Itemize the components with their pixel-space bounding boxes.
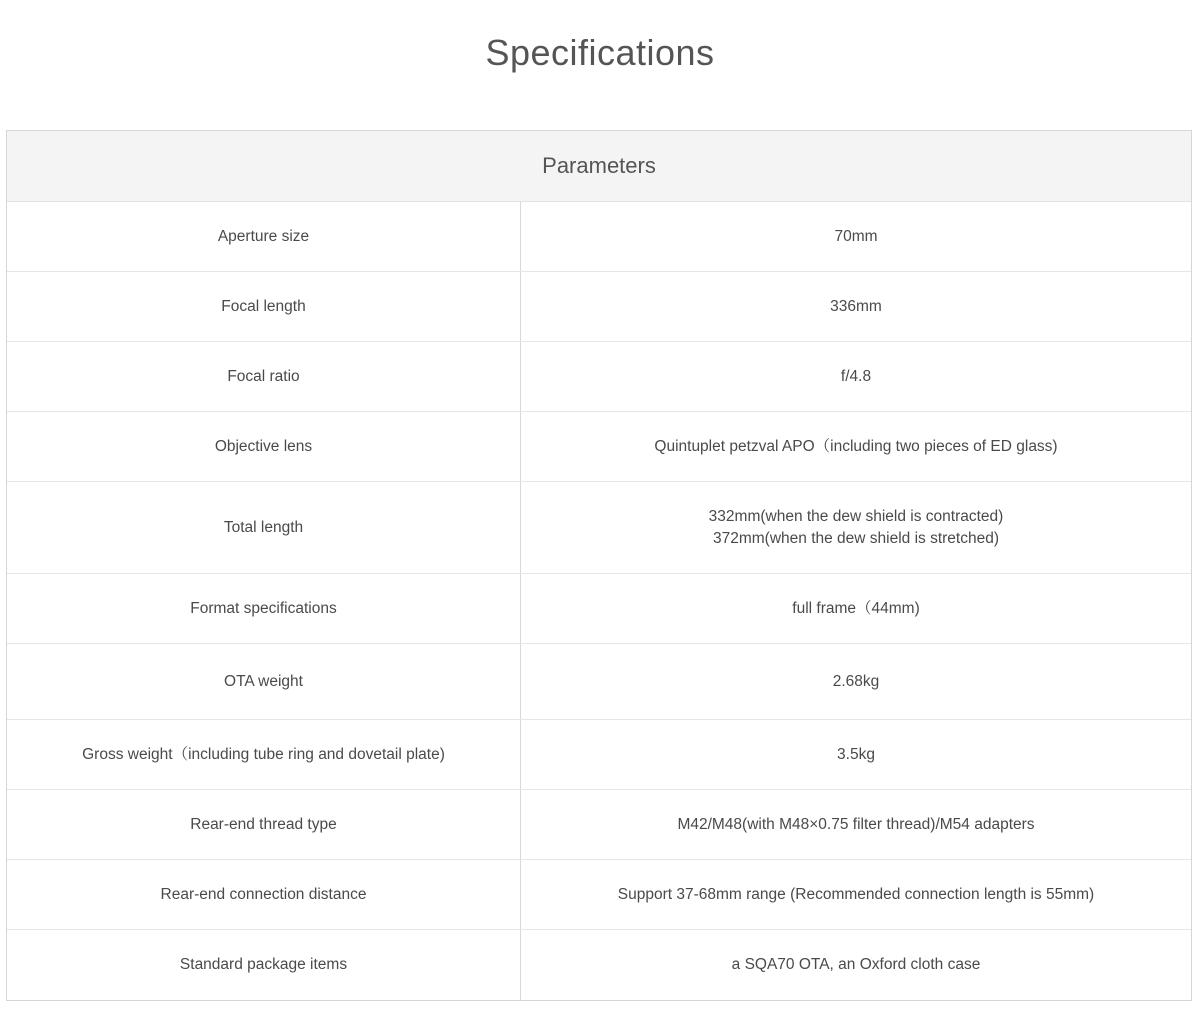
row-value [521,412,1191,481]
table-row [7,574,1191,644]
table-row [7,202,1191,272]
row-label: Gross weight（including tube ring and dovetail plate) [7,720,521,789]
row-value-text: Support 37-68mm range (Recommended connection length is 55mm) [617,885,1095,903]
table-row [7,790,1191,860]
row-value-text: Quintuplet petzval APO（including two pieces of ED glass) [654,437,1058,455]
table-row [7,272,1191,342]
table-row [7,720,1191,790]
row-value-text: full frame（44mm) [792,599,920,617]
row-value [521,720,1191,789]
row-value-text: 2.68kg [832,672,880,690]
row-value [521,860,1191,929]
row-value [521,790,1191,859]
page-title: Specifications [485,32,715,73]
row-label: Focal length [7,272,521,341]
row-value-text: f/4.8 [840,367,872,385]
row-value-text: 70mm [834,227,878,245]
row-value-text: a SQA70 OTA, an Oxford cloth case [731,956,981,973]
row-label: Focal ratio [7,342,521,411]
row-value [521,930,1191,1000]
table-header: Parameters [7,131,1191,202]
table-row [7,930,1191,1000]
row-value [521,644,1191,719]
row-value [521,342,1191,411]
row-value [521,202,1191,271]
table-row [7,860,1191,930]
row-label: Total length [7,482,521,573]
row-value [521,272,1191,341]
row-value-text: 3.5kg [837,745,875,763]
row-label: Rear-end connection distance [7,860,521,929]
table-row [7,412,1191,482]
row-label: Format specifications [7,574,521,643]
row-value-text: M42/M48(with M48×0.75 filter thread)/M54 adapters [677,815,1035,833]
row-value-text: 336mm [830,297,882,315]
table-row [7,644,1191,720]
row-label: Objective lens [7,412,521,481]
row-value-text: 332mm(when the dew shield is contracted) [708,507,1004,525]
row-value-text-secondary: 372mm(when the dew shield is stretched) [712,529,1000,547]
row-label: Rear-end thread type [7,790,521,859]
row-value [521,482,1191,573]
row-label: Standard package items [7,930,521,1000]
row-value [521,574,1191,643]
row-label: Aperture size [7,202,521,271]
specifications-table [6,130,1192,1001]
table-row [7,342,1191,412]
row-label: OTA weight [7,644,521,719]
table-row [7,482,1191,574]
